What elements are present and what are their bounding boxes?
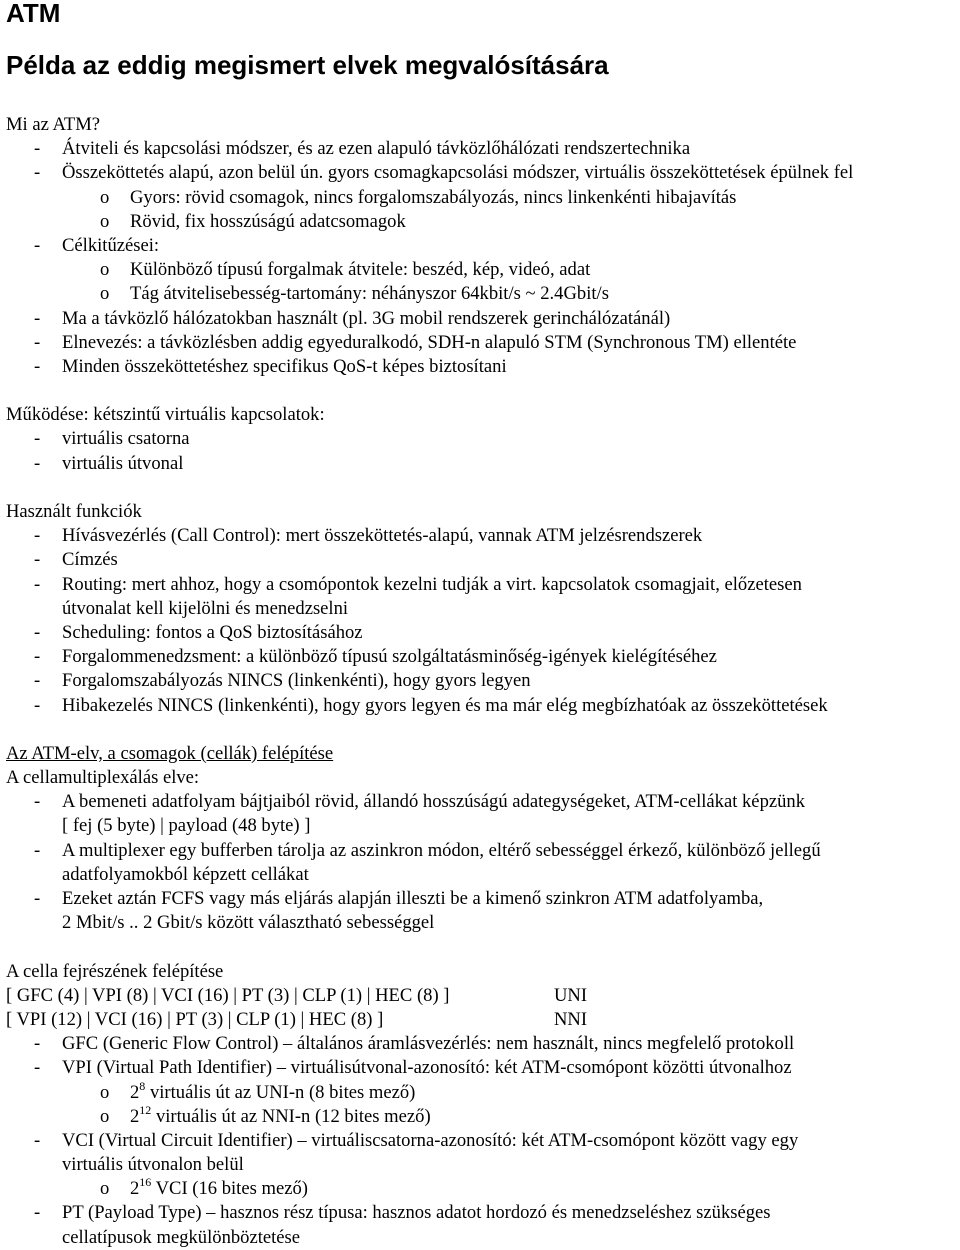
list-item: - Forgalommenedzsment: a különböző típusú szolgáltatásminőség-igények kielégítéséhez [34,646,717,668]
list-item: - Átviteli és kapcsolási módszer, és az ezen alapuló távközlőhálózati rendszertechnika [34,138,691,160]
list-item: - Ma a távközlő hálózatokban használt (pl. 3G mobil rendszerek gerinchálózatánál) [34,307,671,329]
sub-list-item: o $2^{12}$ virtuális út az NNI-n (12 bites mező) [100,1102,431,1127]
document-body [6,113,960,1250]
list-item: - Minden összeköttetéshez specifikus QoS-t képes biztosítani [34,355,507,377]
sub-list-item: o Rövid, fix hosszúságú adatcsomagok [100,210,406,232]
list-item: - VPI (Virtual Path Identifier) – virtuálisútvonal-azonosító: két ATM-csomópont közötti útvonalhoz [34,1057,792,1079]
section-heading-functions: Használt funkciók [6,501,142,522]
list-item: - A multiplexer egy bufferben tárolja az aszinkron módon, eltérő sebességgel érkező, különböző jellegű [34,839,821,861]
list-item: - Összeköttetés alapú, azon belül ún. gyors csomagkapcsolási módszer, virtuális összeköttetések épülnek fel [34,162,854,184]
section-heading-operation: Működése: kétszintű virtuális kapcsolatok: [6,404,325,426]
list-item-continuation: útvonalat kell kijelölni és menedzselni [62,597,349,619]
section-heading-cell-header: A cella fejrészének felépítése [6,960,224,982]
sub-list-item: o Tág átvitelisebesség-tartomány: néhányszor 64kbit/s ~ 2.4Gbit/s [100,283,609,305]
cell-structure: [ fej (5 byte) | payload (48 byte) ] [62,815,311,837]
list-item: - Hibakezelés NINCS (linkenkénti), hogy gyors legyen és ma már elég megbízhatóak az összeköttetések [34,694,828,716]
list-item: - Elnevezés: a távközlésben addig egyeduralkodó, SDH-n alapuló STM (Synchronous TM) ellentéte [34,331,797,353]
list-item-continuation: 2 Mbit/s .. 2 Gbit/s között választható sebességgel [62,912,435,934]
section-heading-atm-principle: Az ATM-elv, a csomagok (cellák) felépítése [6,742,334,764]
list-item: - Címzés [34,549,118,571]
list-item: - virtuális csatorna [34,428,190,450]
list-item: - Célkitűzései: [34,234,160,256]
document-title: ATM [6,0,61,28]
nni-label: NNI [554,1008,588,1030]
sub-list-item: o $2^8$ virtuális út az UNI-n (8 bites mező) [100,1078,416,1103]
list-item-continuation: cellatípusok megkülönböztetése [62,1226,301,1248]
section-heading-what-is-atm: Mi az ATM? [6,114,100,135]
list-item: - GFC (Generic Flow Control) – általános áramlásvezérlés: nem használt, nincs megfelelő protokoll [34,1033,795,1055]
uni-label: UNI [554,984,588,1006]
list-item-continuation: adatfolyamokból képzett cellákat [62,863,309,885]
list-item: - Hívásvezérlés (Call Control): mert összeköttetés-alapú, vannak ATM jelzésrendszerek [34,525,703,547]
list-item: - VCI (Virtual Circuit Identifier) – virtuáliscsatorna-azonosító: két ATM-csomópont között vagy egy [34,1129,799,1151]
section-subheading-cell-multiplexing: A cellamultiplexálás elve: [6,767,200,789]
list-item-continuation: virtuális útvonalon belül [62,1154,244,1176]
list-item: - Ezeket aztán FCFS vagy más eljárás alapján illeszti be a kimenő szinkron ATM adatfolyamba, [34,888,764,909]
list-item: - virtuális útvonal [34,452,184,474]
nni-header-format: [ VPI (12) | VCI (16) | PT (3) | CLP (1) | HEC (8) ] NNI [6,1008,588,1030]
uni-header-format: [ GFC (4) | VPI (8) | VCI (16) | PT (3) | CLP (1) | HEC (8) ] UNI [6,984,588,1006]
list-item: - A bemeneti adatfolyam bájtjaiból rövid, állandó hosszúságú adategységeket, ATM-cellákat képzünk [34,791,806,813]
list-item: - Scheduling: fontos a QoS biztosításához [34,621,363,643]
sub-list-item: o $2^{16}$ VCI (16 bites mező) [100,1175,308,1200]
list-item: - PT (Payload Type) – hasznos rész típusa: hasznos adatot hordozó és menedzseléshez szükséges [34,1202,771,1224]
sub-list-item: o Gyors: rövid csomagok, nincs forgalomszabályozás, nincs linkenkénti hibajavítás [100,186,737,208]
list-item: - Routing: mert ahhoz, hogy a csomópontok kezelni tudják a virt. kapcsolatok csomagjait, előzetesen [34,573,802,595]
document-subtitle: Példa az eddig megismert elvek megvalósítására [6,50,609,80]
sub-list-item: o Különböző típusú forgalmak átvitele: beszéd, kép, videó, adat [100,259,591,281]
list-item: - Forgalomszabályozás NINCS (linkenkénti), hogy gyors legyen [34,670,531,692]
